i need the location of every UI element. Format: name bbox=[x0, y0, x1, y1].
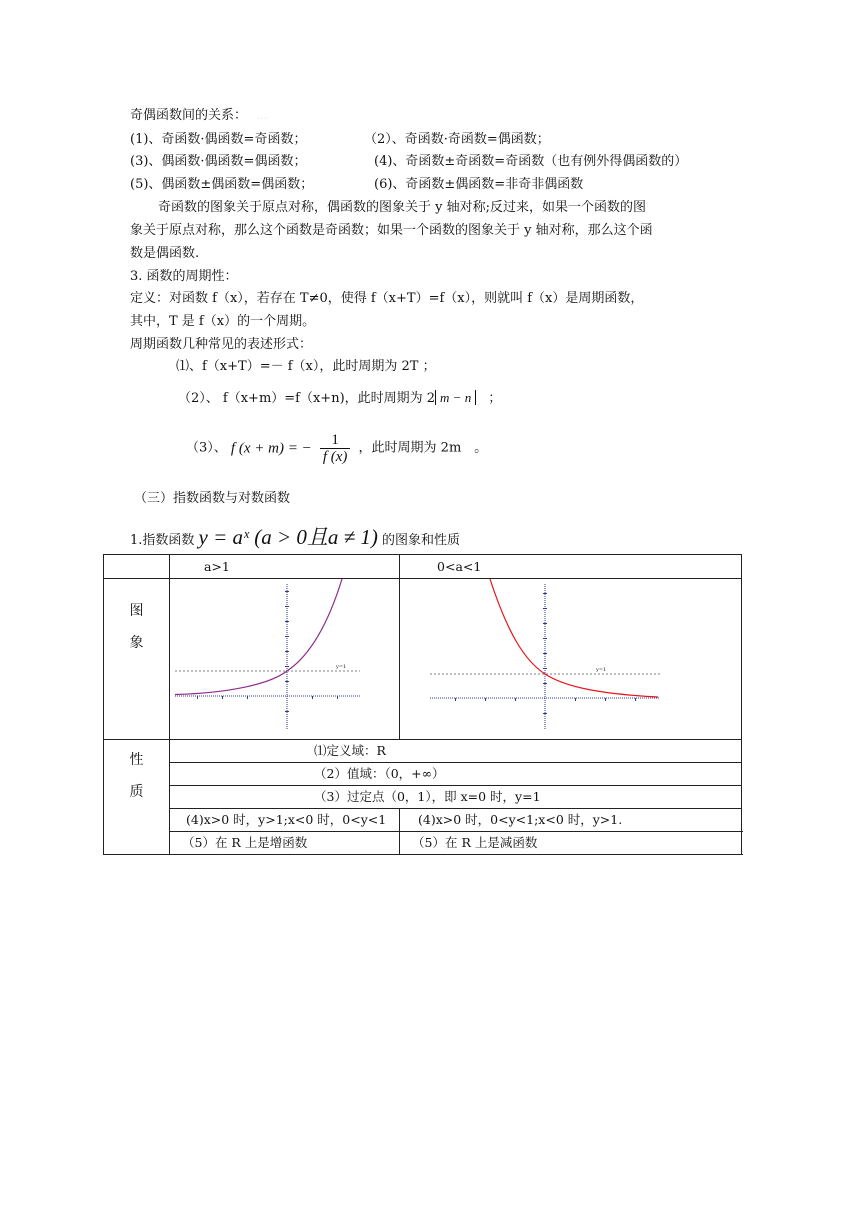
prop-5-decreasing: （5）在 R 上是减函数 bbox=[400, 832, 742, 855]
prop-4-decreasing: (4)x>0 时，0<y<1;x<0 时，y>1. bbox=[400, 809, 742, 832]
paragraph-line-3: 数是偶函数. bbox=[130, 246, 200, 261]
row-label-properties: 性 质 bbox=[104, 740, 170, 855]
graph-decreasing bbox=[400, 579, 742, 740]
period-definition-2: 其中，T 是 f（x）的一个周期。 bbox=[130, 314, 316, 329]
period-form-3: （3）、 f (x + m) = − $\frac{1}{f (x)}$ ，此时周期为 2m 。 bbox=[186, 432, 488, 465]
table-corner bbox=[104, 555, 170, 579]
increasing-exp-graph bbox=[170, 579, 366, 735]
rule-4: (4)、奇函数±奇函数=奇函数（也有例外得偶函数的） bbox=[374, 154, 688, 169]
paragraph-line-1: 奇函数的图象关于原点对称，偶函数的图象关于 y 轴对称;反过来，如果一个函数的图 bbox=[158, 200, 646, 215]
rule-3: (3)、偶函数·偶函数=偶函数； bbox=[130, 154, 307, 169]
abs-m-minus-n: m − n bbox=[435, 390, 476, 405]
rule-6: (6)、奇函数±偶函数=非奇非偶函数 bbox=[374, 177, 584, 192]
period-form-1: ⑴、f（x+T）=－ f（x），此时周期为 2T ； bbox=[176, 359, 436, 374]
period-form-2: （2）、 f（x+m）=f（x+n)，此时周期为 2 m − n ； bbox=[178, 390, 502, 406]
rule-1: (1)、奇函数·偶函数=奇函数； bbox=[130, 132, 307, 147]
prop-range: （2）值域：（0，+∞） bbox=[170, 763, 742, 786]
header-a-gt-1: a>1 bbox=[170, 555, 400, 579]
graph-increasing bbox=[170, 579, 400, 740]
decreasing-exp-graph bbox=[400, 579, 740, 735]
label-y-equals-1: y=1 bbox=[596, 667, 607, 673]
header-a-lt-1: 0<a<1 bbox=[400, 555, 742, 579]
y-axis-ticks bbox=[543, 593, 547, 714]
period-forms-title: 周期函数几种常见的表述形式： bbox=[130, 337, 313, 352]
exp-section-heading: （三）指数函数与对数函数 bbox=[134, 491, 291, 506]
periodicity-heading: 3. 函数的周期性： bbox=[130, 269, 238, 284]
exp-subheading: 1.指数函数 y = aˣ (a > 0且a ≠ 1) 的图象和性质 bbox=[130, 525, 461, 549]
curve-decreasing bbox=[490, 579, 658, 697]
prop-domain: ⑴定义域：R bbox=[170, 740, 742, 763]
row-label-graph: 图 象 bbox=[104, 579, 170, 740]
rule-2: （2）、奇函数·奇函数=偶函数； bbox=[364, 132, 550, 147]
relations-title: 奇偶函数间的关系： ... bbox=[130, 108, 268, 123]
prop-4-increasing: (4)x>0 时，y>1;x<0 时，0<y<1 bbox=[170, 809, 400, 832]
fraction: $\frac{1}{f (x)}$ bbox=[320, 432, 351, 465]
prop-fixed-point: （3）过定点（0，1），即 x=0 时，y=1 bbox=[170, 786, 742, 809]
paragraph-line-2: 象关于原点对称，那么这个函数是奇函数；如果一个函数的图象关于 y 轴对称，那么这个函 bbox=[130, 223, 653, 238]
exp-formula: y = aˣ (a > 0且a ≠ 1) bbox=[198, 525, 378, 549]
y-axis-ticks bbox=[285, 591, 289, 712]
rule-5: (5)、偶函数±偶函数=偶函数； bbox=[130, 177, 314, 192]
formula-lhs: f (x + m) = − bbox=[230, 440, 312, 457]
curve-increasing bbox=[175, 579, 342, 695]
prop-5-increasing: （5）在 R 上是增函数 bbox=[170, 832, 400, 855]
watermark: ... bbox=[257, 109, 268, 122]
exp-properties-table bbox=[103, 554, 742, 855]
label-y-equals-1: y=1 bbox=[336, 664, 347, 670]
period-definition-1: 定义：对函数 f（x），若存在 T≠0，使得 f（x+T）=f（x），则就叫 f（x）是周期函数， bbox=[130, 291, 644, 306]
